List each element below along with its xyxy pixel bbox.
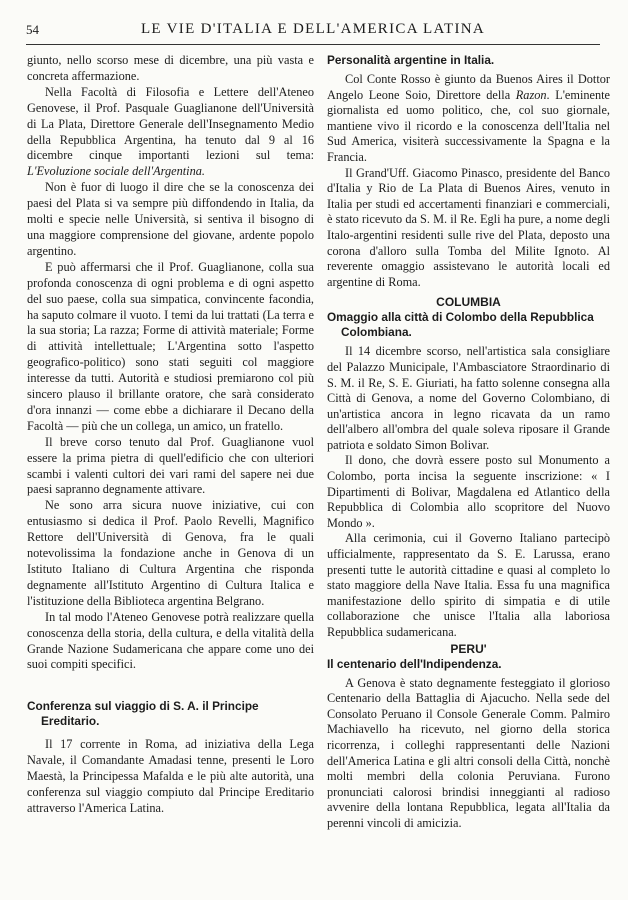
paragraph: E può affermarsi che il Prof. Guaglianone, colla sua profonda conoscenza di ogni problema e di ogni aspetto del suo paese, colla sua simpatica, convincente facondia, ha saputo colmare il vuoto. I temi da lui trattati (La terra e la sua storia; La razza; Forme di attività materiale; Forme di attività intellettuale; L'Argentina sotto l'aspetto geografico-politico) sono stati seguiti col maggiore interesse da tutti. Autorità e studiosi premiarono col più sincero plauso il brillante oratore, che sarà considerato d'ora innanzi — come ebbe a dichiarare il Decano della Facoltà — più che un collega, un amico, un fratello. [27, 259, 314, 433]
paragraph [27, 85, 314, 180]
right-column [327, 53, 610, 832]
paragraph: Il 14 dicembre scorso, nell'artistica sala consigliare del Palazzo Municipale, l'Ambasciatore Straordinario di S. M. il Re, S. E. Giuriati, ha fatto solenne consegna alla Città di Genova, a nome del Governo Colombiano, di un'artistica ancora in legno ricavata da un ramo dell'albero all'ombra del quale soleva riposare il Grande patriota e soldato Simon Bolivar. [327, 344, 610, 452]
paragraph-text: Col Conte Rosso è giunto da Buenos Aires il Dottor Angelo Leone Soio, Direttore della [327, 72, 610, 102]
paragraph: Non è fuor di luogo il dire che se la conoscenza dei paesi del Plata si va sempre più diffondendo in Italia, da molti e specie nelle Università, si sentiva il bisogno di una maggiore comprensione del giovane, ardente popolo argentino. [27, 180, 314, 258]
paragraph: Ne sono arra sicura nuove iniziative, cui con entusiasmo si dedica il Prof. Paolo Revelli, Magnifico Rettore dell'Università di Genova, fra le quali notevolissima la fondazione anche in Genova di un Istituto Italiano di Cultura Argentina che risponda degnamente all'Istituto Argentino di Cultura Italica e l'istituzione della Biblioteca argentina Belgrano. [27, 498, 314, 608]
section-heading-omaggio: Omaggio alla città di Colombo della Repubblica Colombiana. [327, 310, 594, 340]
paragraph-text: . L'eminente giornalista ed uomo politico, che, col suo giornale, mantiene vivo il ricordo e la conoscenza dell'Italia nel Sud America, visiterà successivamente la Spagna e la Francia. [327, 87, 610, 164]
paragraph-text: Nella Facoltà di Filosofia e Lettere dell'Ateneo Genovese, il Prof. Pasquale Guaglianone dell'Università di La Plata, Direttore Generale dell'Insegnamento Medio della Repubblica Argentina, ha tenuto dal 9 al 16 dicembre cinque importanti lezioni sul tema: [27, 84, 314, 163]
page-header [26, 18, 600, 45]
lecture-title: L'Evoluzione sociale dell'Argentina. [27, 164, 205, 179]
newspaper-name: Razon [515, 87, 547, 102]
section-heading-conferenza: Conferenza sul viaggio di S. A. il Principe Ereditario. [27, 699, 259, 729]
section-heading-centenario: Il centenario dell'Indipendenza. [327, 656, 502, 671]
country-heading-peru: PERU' [450, 641, 487, 656]
paragraph: Il breve corso tenuto dal Prof. Guaglianone vuol essere la prima pietra di quell'edificio che con ulteriori scambi i valenti cultori dei vari rami del sapere nei due paesi sapranno degnamente attivare. [27, 434, 314, 497]
paragraph: A Genova è stato degnamente festeggiato il glorioso Centenario della Battaglia di Ajacucho. Nella sede del Consolato Peruano il Console Generale Comm. Palmiro Machiavello ha ricevuto, nel giorno della storica ricorrenza, i colleghi rappresentanti delle Nazioni dell'America Latina e gli altri consoli della Città, nonchè molti membri della colonia Peruviana. Furono pronunciati calorosi brindisi inneggianti al radioso avvenire della lontana Repubblica, legata all'Italia da perenni vincoli di amicizia. [327, 675, 610, 830]
paragraph: Il 17 corrente in Roma, ad iniziativa della Lega Navale, il Comandante Amadasi tenne, presenti le Loro Maestà, la Principessa Mafalda e le più alte autorità, una conferenza sul viaggio compiuto dal Principe Ereditario attraverso l'America Latina. [27, 737, 314, 815]
journal-title: LE VIE D'ITALIA E DELL'AMERICA LATINA [140, 21, 486, 37]
left-column [27, 53, 314, 817]
paragraph: Alla cerimonia, cui il Governo Italiano partecipò ufficialmente, rappresentato da S. E. Larussa, erano presenti tutte le autorità cittadine e quasi al completo lo stato maggiore della Nave Italia. Essa fu una magnifica manifestazione dello spirito di simpatia e di utile collaborazione che unisce l'Italia alla laboriosa Repubblica sudamericana. [327, 531, 610, 639]
page-number: 54 [26, 22, 39, 37]
paragraph [327, 72, 610, 166]
paragraph: Il Grand'Uff. Giacomo Pinasco, presidente del Banco d'Italia y Rio de La Plata di Buenos Aires, venuto in Italia per studi ed accertamenti finanziari e commerciali, è stato ricevuto da S. M. il Re. Egli ha pure, a nome degli Italo-argentini residenti sulle rive del Plata, deposto una corona d'alloro sulla Tomba del Milite Ignoto. Al reverente omaggio assistevano le autorità locali ed argentine di Roma. [327, 165, 610, 289]
paragraph: giunto, nello scorso mese di dicembre, una più vasta e concreta affermazione. [27, 53, 314, 83]
paragraph: Il dono, che dovrà essere posto sul Monumento a Colombo, porta incisa la seguente inscrizione: « I Dipartimenti di Bolivar, Magdalena ed Atlantico della Repubblica di Colombia allo scopritore del Nuovo Mondo ». [327, 453, 610, 530]
paragraph: In tal modo l'Ateneo Genovese potrà realizzare quella conoscenza della storia, della cultura, e della vitalità della Grande Nazione Sudamericana che appare come uno dei suoi compiti specifici. [27, 609, 314, 672]
section-heading-personalita: Personalità argentine in Italia. [327, 53, 495, 67]
country-heading-columbia: COLUMBIA [436, 295, 501, 310]
